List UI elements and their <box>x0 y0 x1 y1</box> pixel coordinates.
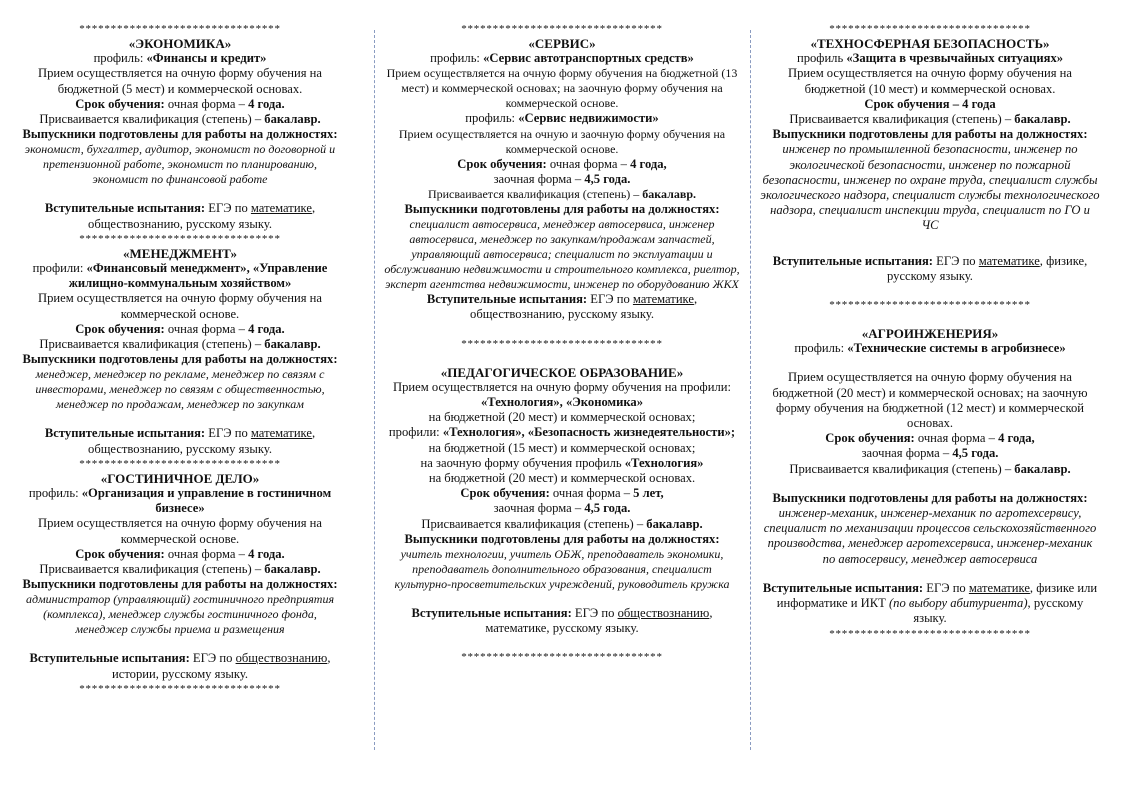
qualification: Присваивается квалификация (степень) – бакалавр. <box>39 562 321 577</box>
admission-text: на бюджетной (15 мест) и коммерческой основах; <box>428 440 696 455</box>
management-section <box>16 246 344 457</box>
admission-text: Прием осуществляется на очную форму обучения на бюджетной (20 мест) и коммерческой основах; на заочную форму обучения на бюджетной (12 мест) и коммерческой основах. <box>772 370 1088 431</box>
study-term-extramural: заочная форма – 4,5 года. <box>493 501 631 516</box>
admission-text: Прием осуществляется на очную форму обучения на бюджетной (10 мест) и коммерческой основах. <box>787 66 1073 96</box>
economics-section <box>16 36 344 232</box>
graduates-positions: экономист, бухгалтер, аудитор, экономист по договорной и претензионной работе, экономист по планированию, экономист по финансовой работе <box>24 142 336 187</box>
section-title: «ЭКОНОМИКА» <box>128 36 232 51</box>
section-title: «МЕНЕДЖМЕНТ» <box>123 245 237 261</box>
profile-line: профили: «Технология», «Безопасность жизнедеятельности»; <box>388 425 736 440</box>
agro-section <box>760 326 1100 626</box>
profile-line: профиль: «Сервис недвижимости» <box>465 111 659 126</box>
column-right <box>760 22 1100 641</box>
qualification: Присваивается квалификация (степень) – бакалавр. <box>789 112 1071 127</box>
graduates-label: Выпускники подготовлены для работы на должностях: <box>22 352 338 367</box>
entrance-exams: Вступительные испытания: ЕГЭ по математике, физике, русскому языку. <box>772 253 1088 283</box>
admission-text: на бюджетной (20 мест) и коммерческой основах; <box>428 410 696 425</box>
stars-separator: ******************************** <box>79 232 281 245</box>
study-term-extramural: заочная форма – 4,5 года. <box>861 446 999 461</box>
entrance-exams: Вступительные испытания: ЕГЭ по обществознанию, истории, русскому языку. <box>29 651 331 681</box>
stars-separator: ******************************** <box>829 299 1031 312</box>
admission-text: Прием осуществляется на очную форму обучения на бюджетной (13 мест) и коммерческой основах; на заочную форму обучения на коммерческой основе. <box>386 66 738 111</box>
admission-text: на заочную форму обучения профиль «Технология» <box>420 455 704 470</box>
graduates-positions: администратор (управляющий) гостиничного предприятия (комплекса), менеджер службы гостиничного фонда, менеджер службы приема и размещения <box>25 592 335 637</box>
stars-separator: ******************************** <box>79 682 281 695</box>
profile-line: профиль: «Сервис автотранспортных средств» <box>430 51 694 66</box>
study-term: Срок обучения: очная форма – 4 года. <box>75 321 285 336</box>
qualification: Присваивается квалификация (степень) – бакалавр. <box>427 187 697 202</box>
service-section <box>384 36 740 323</box>
section-title: «ТЕХНОСФЕРНАЯ БЕЗОПАСНОСТЬ» <box>810 36 1050 51</box>
graduates-block: Выпускники подготовлены для работы на должностях: инженер-механик, инженер-механик по агротехсервису, специалист по механизации процессов сельскохозяйственного производства, менеджер агротехсервиса, инженер-механик по автосервису, менеджер автосервиса <box>763 490 1097 566</box>
entrance-exams: Вступительные испытания: ЕГЭ по математике, обществознанию, русскому языку. <box>426 292 698 322</box>
profile-line: профили: «Финансовый менеджмент», «Управление жилищно-коммунальным хозяйством» <box>32 261 328 291</box>
section-title: «АГРОИНЖЕНЕРИЯ» <box>861 326 999 342</box>
study-term: Срок обучения: очная форма – 5 лет, <box>460 486 664 501</box>
qualification: Присваивается квалификация (степень) – бакалавр. <box>789 461 1071 476</box>
graduates-positions: учитель технологии, учитель ОБЖ, преподаватель экономики, преподаватель дополнительного образования, специалист культурно-просветительских учреждений, руководитель кружка <box>394 547 730 592</box>
profile-line: профиль: «Организация и управление в гостиничном бизнесе» <box>28 486 332 516</box>
graduates-positions: специалист автосервиса, менеджер автосервиса, инженер автосервиса, менеджер по закупкам/продажам запчастей, управляющий автосервиса; специалист по эксплуатации и обслуживанию недвижимости и строительного комплекса, риелтор, эксперт агентства недвижимости, инженер по оборудованию ЖКХ <box>384 217 740 292</box>
entrance-exams: Вступительные испытания: ЕГЭ по обществознанию, математике, русскому языку. <box>411 606 713 636</box>
stars-separator: ******************************** <box>461 337 663 350</box>
column-middle <box>384 22 740 664</box>
qualification: Присваивается квалификация (степень) – бакалавр. <box>421 516 703 531</box>
profile-line: профиль: «Финансы и кредит» <box>93 51 267 66</box>
study-term: Срок обучения – 4 года <box>864 96 996 111</box>
column-divider <box>374 30 375 750</box>
technosphere-section <box>760 36 1100 284</box>
stars-separator: ******************************** <box>829 627 1031 640</box>
entrance-exams: Вступительные испытания: ЕГЭ по математике, физике или информатике и ИКТ (по выбору абитуриента), русскому языку. <box>762 580 1098 626</box>
profile-line: профиль: «Технические системы в агробизнесе» <box>794 341 1066 356</box>
stars-separator: ******************************** <box>461 651 663 664</box>
study-term: Срок обучения: очная форма – 4 года, <box>825 431 1035 446</box>
pedagogy-section <box>384 365 740 637</box>
admission-text: Прием осуществляется на очную форму обучения на профили: «Технология», «Экономика» <box>393 379 731 410</box>
entrance-exams: Вступительные испытания: ЕГЭ по математике, обществознанию, русскому языку. <box>44 426 316 456</box>
stars-separator: ******************************** <box>79 23 281 35</box>
section-title: «ПЕДАГОГИЧЕСКОЕ ОБРАЗОВАНИЕ» <box>440 364 684 380</box>
qualification: Присваивается квалификация (степень) – бакалавр. <box>39 112 321 127</box>
admission-text: Прием осуществляется на очную и заочную форму обучения на коммерческой основе. <box>398 126 726 156</box>
graduates-block: Выпускники подготовлены для работы на должностях: инженер по промышленной безопасности, инженер по экологической безопасности, инженер по пожарной безопасности, инженер по охране труда, специалист службы экологического надзора, специалист службы технологического надзора, специалист инспекции труда, специалист по ГО и ЧС <box>760 127 1100 233</box>
stars-separator: ******************************** <box>829 23 1031 35</box>
entrance-exams: Вступительные испытания: ЕГЭ по математике, обществознанию, русскому языку. <box>44 201 316 231</box>
admission-text: на бюджетной (20 мест) и коммерческой основах. <box>428 471 696 486</box>
column-divider <box>750 30 751 750</box>
stars-separator: ******************************** <box>461 23 663 35</box>
hotel-section <box>16 471 344 682</box>
admission-text: Прием осуществляется на очную форму обучения на коммерческой основе. <box>37 516 323 546</box>
graduates-positions: менеджер, менеджер по рекламе, менеджер по связям с инвесторами, менеджер по связям с общественностью, менеджер по продажам, менеджер по закупкам <box>35 367 325 412</box>
section-title: «ГОСТИНИЧНОЕ ДЕЛО» <box>100 470 260 486</box>
qualification: Присваивается квалификация (степень) – бакалавр. <box>39 337 321 352</box>
study-term-extramural: заочная форма – 4,5 года. <box>493 171 631 186</box>
graduates-label: Выпускники подготовлены для работы на должностях: <box>22 127 338 142</box>
study-term: Срок обучения: очная форма – 4 года. <box>75 546 285 561</box>
graduates-label: Выпускники подготовлены для работы на должностях: <box>404 531 720 546</box>
study-term: Срок обучения: очная форма – 4 года. <box>75 96 285 111</box>
admission-text: Прием осуществляется на очную форму обучения на бюджетной (5 мест) и коммерческой основах. <box>37 66 323 96</box>
profile-line: профиль «Защита в чрезвычайных ситуациях» <box>796 51 1064 66</box>
section-title: «СЕРВИС» <box>528 36 596 51</box>
admission-text: Прием осуществляется на очную форму обучения на коммерческой основе. <box>37 291 323 321</box>
column-left <box>16 22 344 696</box>
graduates-label: Выпускники подготовлены для работы на должностях: <box>22 577 338 592</box>
graduates-label: Выпускники подготовлены для работы на должностях: <box>404 202 720 217</box>
study-term: Срок обучения: очная форма – 4 года, <box>457 156 667 171</box>
stars-separator: ******************************** <box>79 457 281 470</box>
